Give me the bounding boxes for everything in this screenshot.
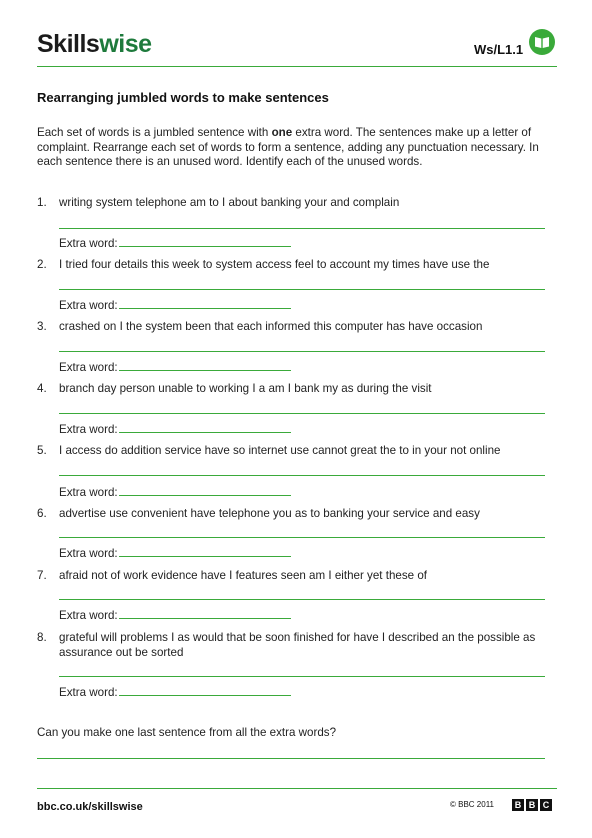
question-number: 8. bbox=[37, 631, 47, 644]
open-book-icon bbox=[528, 28, 556, 56]
extra-word-field[interactable] bbox=[59, 484, 291, 499]
extra-word-line[interactable] bbox=[119, 684, 291, 696]
jumbled-words: grateful will problems I as would that be soon finished for have I described an the possible as assurance out be sorted bbox=[59, 631, 536, 659]
jumbled-words: crashed on I the system been that each informed this computer has have occasion bbox=[59, 320, 483, 333]
extra-word-field[interactable] bbox=[59, 684, 291, 699]
question-number: 6. bbox=[37, 507, 47, 520]
answer-line[interactable] bbox=[59, 475, 545, 476]
instructions-text-end: extra word. The sentences make up a letter of complaint. Rearrange each set of words to form a sentence, adding any punctuation necessary. In each sentence there is an unused word. Identify each of the unused words. bbox=[37, 126, 539, 168]
jumbled-words: I access do addition service have so internet use cannot great the to in your not online bbox=[59, 444, 501, 457]
extra-word-line[interactable] bbox=[119, 607, 291, 619]
extra-word-label: Extra word: bbox=[59, 486, 118, 499]
logo-text-start: Skills bbox=[37, 30, 100, 58]
jumbled-words: advertise use convenient have telephone you as to banking your service and easy bbox=[59, 507, 480, 520]
answer-line[interactable] bbox=[59, 676, 545, 677]
instructions-bold-word: one bbox=[271, 126, 293, 139]
header-divider bbox=[37, 66, 557, 67]
question-number: 1. bbox=[37, 196, 47, 209]
jumbled-words: branch day person unable to working I a am I bank my as during the visit bbox=[59, 382, 432, 395]
footer-divider bbox=[37, 788, 557, 789]
jumbled-words: I tried four details this week to system access feel to account my times have use the bbox=[59, 258, 490, 271]
extra-word-field[interactable] bbox=[59, 297, 291, 312]
extra-word-field[interactable] bbox=[59, 235, 291, 250]
final-answer-line[interactable] bbox=[37, 758, 545, 759]
extra-word-label: Extra word: bbox=[59, 609, 118, 622]
jumbled-words: writing system telephone am to I about banking your and complain bbox=[59, 196, 400, 209]
extra-word-label: Extra word: bbox=[59, 299, 118, 312]
extra-word-line[interactable] bbox=[119, 235, 291, 247]
extra-word-field[interactable] bbox=[59, 545, 291, 560]
instructions bbox=[37, 126, 557, 170]
extra-word-line[interactable] bbox=[119, 545, 291, 557]
answer-line[interactable] bbox=[59, 351, 545, 352]
extra-word-field[interactable] bbox=[59, 359, 291, 374]
extra-word-field[interactable] bbox=[59, 607, 291, 622]
question-number: 3. bbox=[37, 320, 47, 333]
copyright: © BBC 2011 bbox=[450, 800, 494, 809]
extra-word-label: Extra word: bbox=[59, 686, 118, 699]
page-title: Rearranging jumbled words to make sentences bbox=[37, 90, 329, 105]
answer-line[interactable] bbox=[59, 289, 545, 290]
logo-text-end: wise bbox=[99, 30, 152, 58]
answer-line[interactable] bbox=[59, 228, 545, 229]
question-number: 2. bbox=[37, 258, 47, 271]
answer-line[interactable] bbox=[59, 599, 545, 600]
footer-url[interactable]: bbc.co.uk/skillswise bbox=[37, 801, 143, 813]
worksheet-code: Ws/L1.1 bbox=[474, 42, 524, 57]
question-number: 4. bbox=[37, 382, 47, 395]
extra-word-line[interactable] bbox=[119, 484, 291, 496]
extra-word-label: Extra word: bbox=[59, 361, 118, 374]
bbc-letter: B bbox=[526, 799, 538, 811]
final-question: Can you make one last sentence from all the extra words? bbox=[37, 726, 337, 739]
bbc-logo bbox=[512, 799, 552, 811]
skillswise-logo[interactable] bbox=[37, 30, 152, 59]
answer-line[interactable] bbox=[59, 537, 545, 538]
question-number: 7. bbox=[37, 569, 47, 582]
extra-word-line[interactable] bbox=[119, 359, 291, 371]
extra-word-label: Extra word: bbox=[59, 547, 118, 560]
jumbled-words: afraid not of work evidence have I features seen am I either yet these of bbox=[59, 569, 427, 582]
extra-word-line[interactable] bbox=[119, 297, 291, 309]
question-number: 5. bbox=[37, 444, 47, 457]
extra-word-field[interactable] bbox=[59, 421, 291, 436]
extra-word-label: Extra word: bbox=[59, 423, 118, 436]
extra-word-line[interactable] bbox=[119, 421, 291, 433]
answer-line[interactable] bbox=[59, 413, 545, 414]
extra-word-label: Extra word: bbox=[59, 237, 118, 250]
instructions-text-start: Each set of words is a jumbled sentence with bbox=[37, 126, 272, 139]
bbc-letter: C bbox=[540, 799, 552, 811]
bbc-letter: B bbox=[512, 799, 524, 811]
